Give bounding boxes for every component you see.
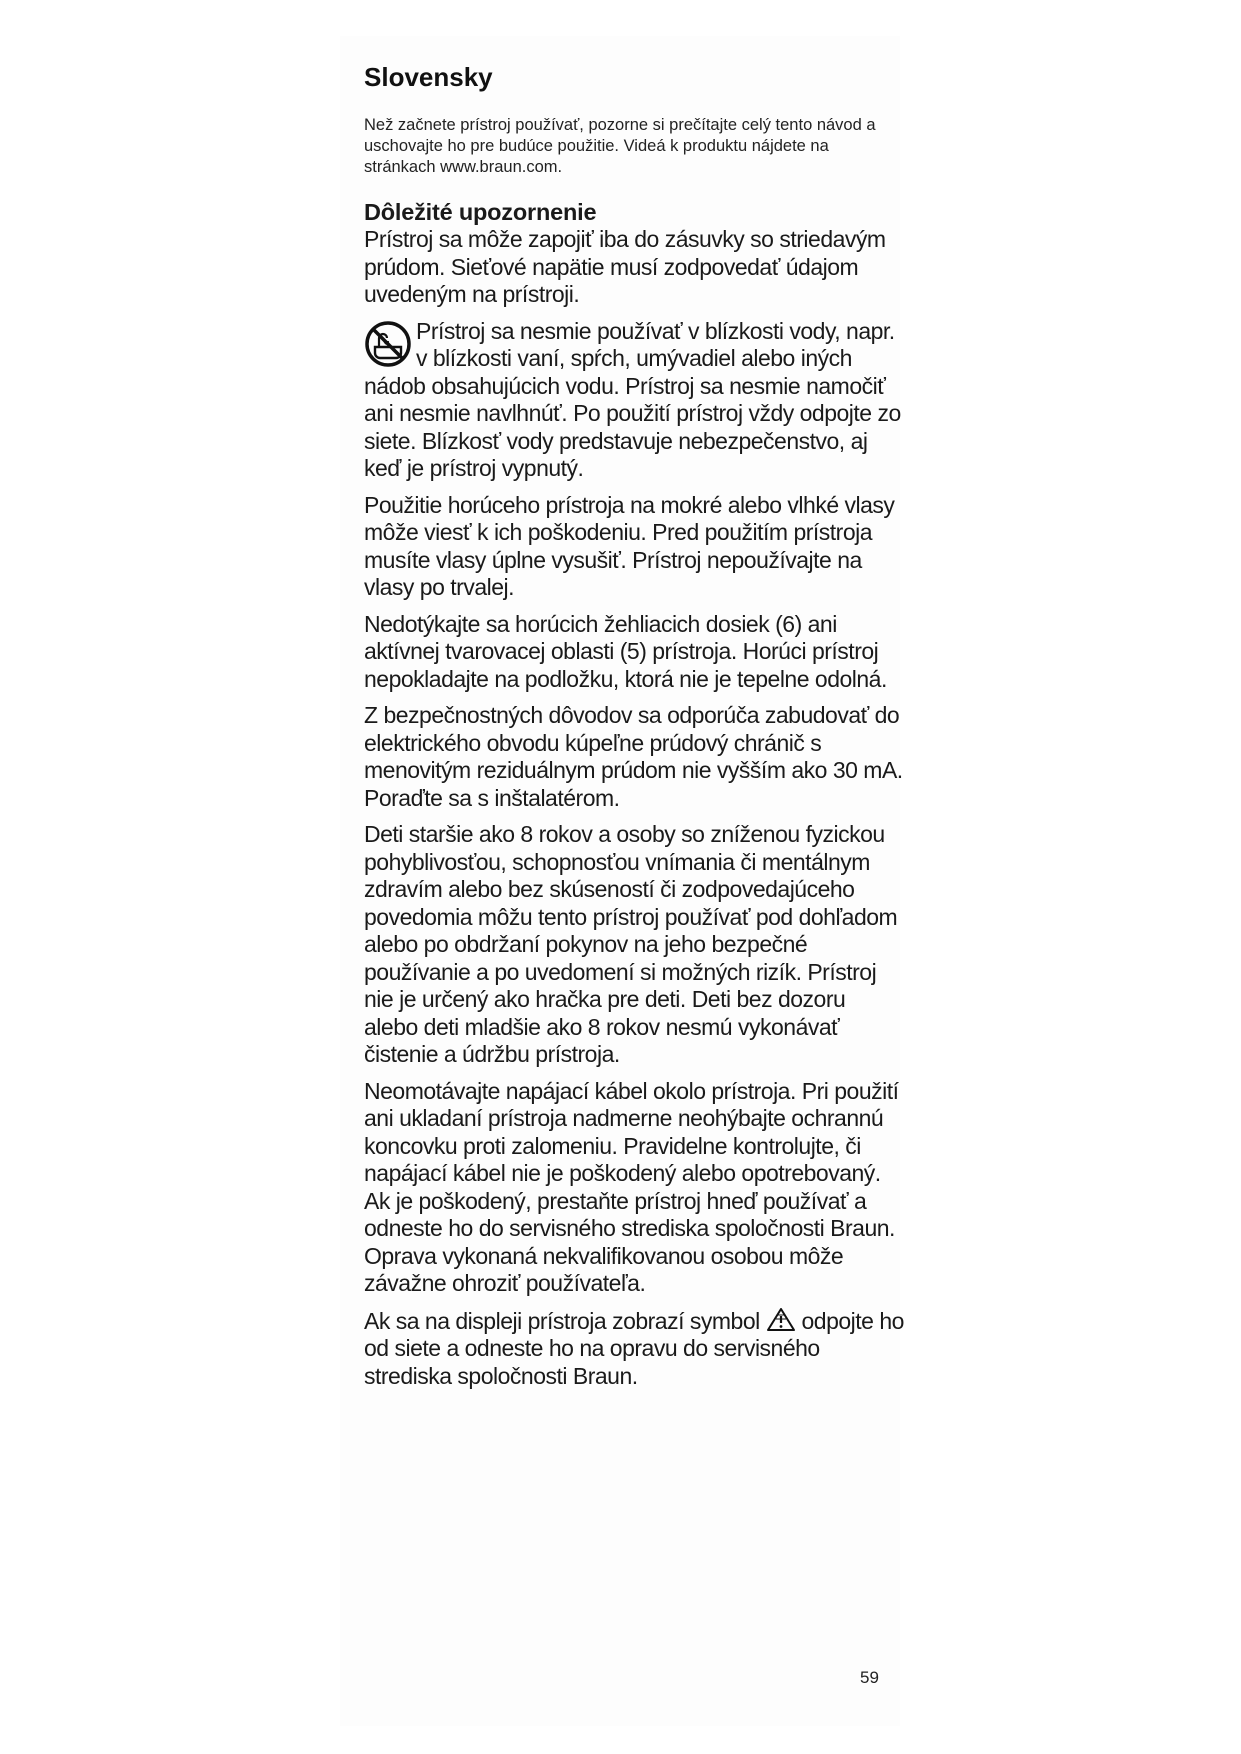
paragraph-water-warning — [364, 318, 904, 483]
important-notice-section — [364, 199, 904, 1399]
page-number: 59 — [860, 1668, 879, 1687]
warning-triangle-icon — [766, 1307, 796, 1332]
no-bath-water-icon — [364, 320, 412, 368]
intro-paragraph: Než začnete prístroj používať, pozorne si prečítajte celý tento návod a uschovajte ho pre budúce použitie. Videá k produktu nájdete na stránkach www.braun.com. — [364, 116, 876, 176]
display-symbol-text-before: Ak sa na displeji prístroja zobrazí symbol — [364, 1307, 760, 1334]
paragraph-wet-hair: Použitie horúceho prístroja na mokré alebo vlhké vlasy môže viesť k ich poškodeniu. Pred použitím prístroja musíte vlasy úplne vysušiť. Prístroj nepoužívajte na vlasy po trvalej. — [364, 491, 895, 600]
section-heading: Dôležité upozornenie — [364, 199, 597, 225]
paragraph-mains-supply: Prístroj sa môže zapojiť iba do zásuvky so striedavým prúdom. Sieťové napätie musí zodpovedať údajom uvedeným na prístroji. — [364, 226, 886, 307]
paragraph-hot-plates: Nedotýkajte sa horúcich žehliacich dosiek (6) ani aktívnej tvarovacej oblasti (5) prístroja. Horúci prístroj nepokladajte na podložku, ktorá nie je tepelne odolná. — [364, 610, 887, 692]
water-warning-text: Prístroj sa nesmie používať v blízkosti vody, napr. v blízkosti vaní, spŕch, umývadiel alebo iných nádob obsahujúcich vodu. Prístroj sa nesmie namočiť ani nesmie navlhnúť. Po použití prístroj vždy odpojte zo siete. Blízkosť vody predstavuje nebezpečenstvo, aj keď je prístroj vypnutý. — [364, 317, 901, 481]
paragraph-children: Deti staršie ako 8 rokov a osoby so zníženou fyzickou pohyblivosťou, schopnosťou vnímania či mentálnym zdravím alebo bez skúseností či zodpovedajúceho povedomia môžu tento prístroj používať pod dohľadom alebo po obdržaní pokynov na jeho bezpečné používanie a po uvedomení si možných rizík. Prístroj nie je určený ako hračka pre deti. Deti bez dozoru alebo deti mladšie ako 8 rokov nesmú vykonávať čistenie a údržbu prístroja. — [364, 821, 898, 1067]
display-symbol-text-after: odpojte ho od siete a odneste ho na opravu do servisného strediska spoločnosti Braun. — [364, 1307, 904, 1389]
page-title: Slovensky — [364, 62, 493, 92]
paragraph-cord: Neomotávajte napájací kábel okolo prístroja. Pri použití ani ukladaní prístroja nadmerne neohýbajte ochrannú koncovku proti zalomeniu. Pravidelne kontrolujte, či napájací kábel nie je poškodený alebo opotrebovaný. Ak je poškodený, prestaňte prístroj hneď používať a odneste ho do servisného strediska spoločnosti Braun. Oprava vykonaná nekvalifikovanou osobou môže závažne ohroziť používateľa. — [364, 1077, 899, 1296]
paragraph-display-symbol — [364, 1307, 904, 1391]
paragraph-rcd: Z bezpečnostných dôvodov sa odporúča zabudovať do elektrického obvodu kúpeľne prúdový chránič s menovitým reziduálnym prúdom nie vyšším ako 30 mA. Poraďte sa s inštalatérom. — [364, 702, 903, 811]
